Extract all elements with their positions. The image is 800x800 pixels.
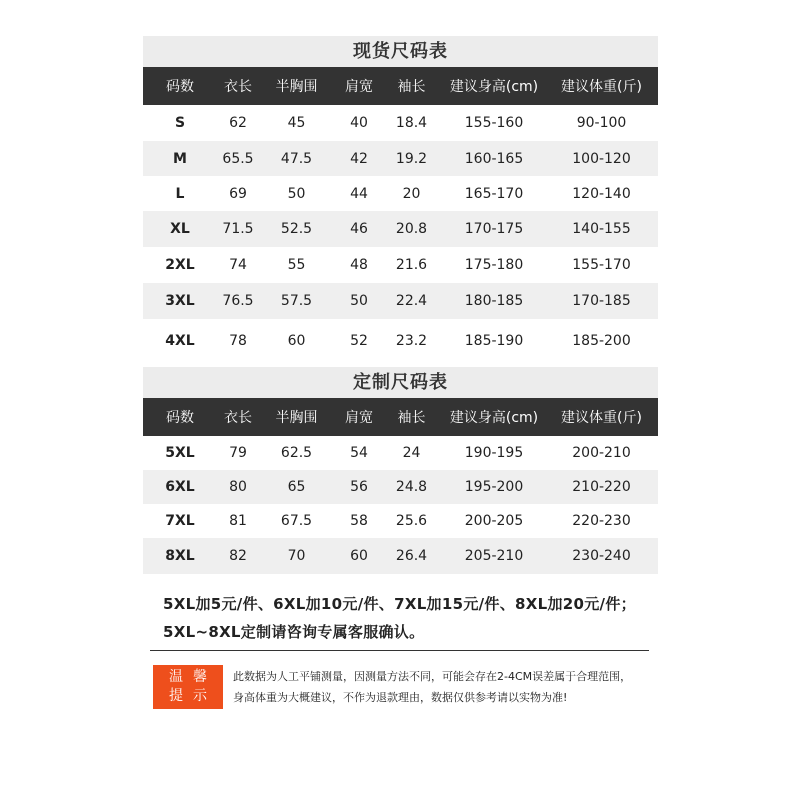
value-cell: 74 xyxy=(229,257,247,273)
stock-table-body xyxy=(143,105,658,362)
table-row xyxy=(143,504,658,538)
header-cell: 衣长 xyxy=(224,79,252,95)
size-cell: 2XL xyxy=(165,257,195,273)
size-cell: M xyxy=(173,150,187,167)
size-cell: L xyxy=(175,185,185,202)
value-cell: 65.5 xyxy=(222,150,254,167)
value-cell: 58 xyxy=(350,513,368,529)
value-cell: 23.2 xyxy=(395,332,428,349)
note-line-2: 5XL~8XL定制请咨询专属客服确认。 xyxy=(163,623,425,641)
value-cell: 46 xyxy=(350,221,368,237)
header-cell: 衣长 xyxy=(224,410,252,426)
value-cell: 60 xyxy=(350,548,368,564)
value-cell: 185-190 xyxy=(464,332,524,349)
size-cell: 3XL xyxy=(165,293,195,309)
value-cell: 65 xyxy=(287,479,306,495)
value-cell: 170-185 xyxy=(572,293,631,309)
stock-table-header xyxy=(143,67,658,105)
value-cell: 50 xyxy=(287,185,306,202)
tip-text-line-1: 此数据为人工平铺测量，因测量方法不同，可能会存在2-4CM误差属于合理范围， xyxy=(233,670,632,683)
table-row xyxy=(143,176,658,211)
header-cell: 袖长 xyxy=(397,410,426,426)
value-cell: 40 xyxy=(350,115,368,131)
header-cell: 建议体重(斤) xyxy=(561,79,642,95)
header-cell: 袖长 xyxy=(397,79,426,95)
warm-tip-badge xyxy=(153,665,223,709)
value-cell: 57.5 xyxy=(280,293,313,309)
value-cell: 67.5 xyxy=(280,513,313,529)
value-cell: 100-120 xyxy=(572,150,631,167)
value-cell: 56 xyxy=(350,479,368,495)
value-cell: 24.8 xyxy=(395,479,428,495)
tip-text-line-2: 身高体重为大概建议，不作为退款理由，数据仅供参考请以实物为准! xyxy=(233,691,568,704)
value-cell: 190-195 xyxy=(464,445,524,461)
value-cell: 18.4 xyxy=(395,115,428,131)
value-cell: 185-200 xyxy=(572,332,631,349)
value-cell: 20.8 xyxy=(395,221,428,237)
value-cell: 155-170 xyxy=(572,257,631,273)
size-cell: 4XL xyxy=(165,332,195,349)
stock-size-table xyxy=(143,36,658,362)
value-cell: 47.5 xyxy=(280,150,313,167)
value-cell: 44 xyxy=(350,185,368,202)
custom-table-title: 定制尺码表 xyxy=(143,367,658,398)
surcharge-note xyxy=(163,590,663,646)
custom-table-header xyxy=(143,398,658,436)
custom-table-body xyxy=(143,436,658,574)
value-cell: 52 xyxy=(350,332,368,349)
value-cell: 82 xyxy=(229,548,247,564)
value-cell: 24 xyxy=(402,445,421,461)
tip-label-line-1: 温馨 xyxy=(169,669,217,685)
table-row xyxy=(143,319,658,362)
value-cell: 20 xyxy=(402,185,421,202)
value-cell: 76.5 xyxy=(222,293,254,309)
header-cell: 建议体重(斤) xyxy=(561,410,642,426)
stock-table-title: 现货尺码表 xyxy=(143,36,658,67)
divider xyxy=(150,650,649,651)
size-cell: 6XL xyxy=(165,479,195,495)
value-cell: 62 xyxy=(229,115,247,131)
table-row xyxy=(143,247,658,283)
table-row xyxy=(143,141,658,176)
table-row xyxy=(143,470,658,504)
header-cell: 半胸围 xyxy=(275,79,318,95)
value-cell: 155-160 xyxy=(464,115,524,131)
value-cell: 210-220 xyxy=(572,479,631,495)
tip-label-line-2: 提示 xyxy=(169,688,217,704)
value-cell: 81 xyxy=(229,513,247,529)
header-cell: 肩宽 xyxy=(345,79,373,95)
value-cell: 70 xyxy=(287,548,306,564)
size-cell: 7XL xyxy=(165,513,195,529)
value-cell: 160-165 xyxy=(464,150,524,167)
value-cell: 175-180 xyxy=(464,257,524,273)
table-row xyxy=(143,436,658,470)
value-cell: 140-155 xyxy=(572,221,631,237)
value-cell: 21.6 xyxy=(395,257,428,273)
table-row xyxy=(143,538,658,574)
value-cell: 80 xyxy=(229,479,247,495)
value-cell: 78 xyxy=(229,332,247,349)
value-cell: 71.5 xyxy=(222,221,254,237)
header-cell: 半胸围 xyxy=(275,410,318,426)
value-cell: 69 xyxy=(229,185,247,202)
value-cell: 230-240 xyxy=(572,548,631,564)
value-cell: 165-170 xyxy=(464,185,524,202)
size-cell: XL xyxy=(170,221,190,237)
header-cell: 码数 xyxy=(166,79,194,95)
header-cell: 码数 xyxy=(166,410,194,426)
value-cell: 48 xyxy=(350,257,368,273)
table-row xyxy=(143,105,658,141)
header-cell: 建议身高(cm) xyxy=(449,410,539,426)
value-cell: 60 xyxy=(287,332,306,349)
value-cell: 205-210 xyxy=(464,548,524,564)
value-cell: 90-100 xyxy=(576,115,627,131)
size-cell: 5XL xyxy=(165,445,195,461)
value-cell: 180-185 xyxy=(464,293,524,309)
value-cell: 19.2 xyxy=(395,150,428,167)
value-cell: 120-140 xyxy=(572,185,631,202)
table-row xyxy=(143,283,658,319)
custom-size-table xyxy=(143,367,658,574)
value-cell: 62.5 xyxy=(280,445,313,461)
header-cell: 建议身高(cm) xyxy=(449,79,539,95)
value-cell: 45 xyxy=(287,115,306,131)
value-cell: 195-200 xyxy=(464,479,524,495)
value-cell: 220-230 xyxy=(572,513,631,529)
value-cell: 25.6 xyxy=(395,513,428,529)
value-cell: 200-205 xyxy=(464,513,524,529)
value-cell: 200-210 xyxy=(572,445,631,461)
value-cell: 26.4 xyxy=(395,548,428,564)
value-cell: 22.4 xyxy=(395,293,428,309)
value-cell: 170-175 xyxy=(464,221,524,237)
value-cell: 50 xyxy=(350,293,368,309)
note-line-1: 5XL加5元/件、6XL加10元/件、7XL加15元/件、8XL加20元/件； xyxy=(163,595,636,613)
value-cell: 55 xyxy=(287,257,306,273)
size-cell: 8XL xyxy=(165,548,195,564)
value-cell: 42 xyxy=(350,150,368,167)
table-row xyxy=(143,211,658,247)
value-cell: 52.5 xyxy=(280,221,313,237)
header-cell: 肩宽 xyxy=(345,410,373,426)
warm-tip-text xyxy=(233,666,673,708)
size-cell: S xyxy=(174,115,186,131)
value-cell: 54 xyxy=(350,445,368,461)
value-cell: 79 xyxy=(229,445,247,461)
